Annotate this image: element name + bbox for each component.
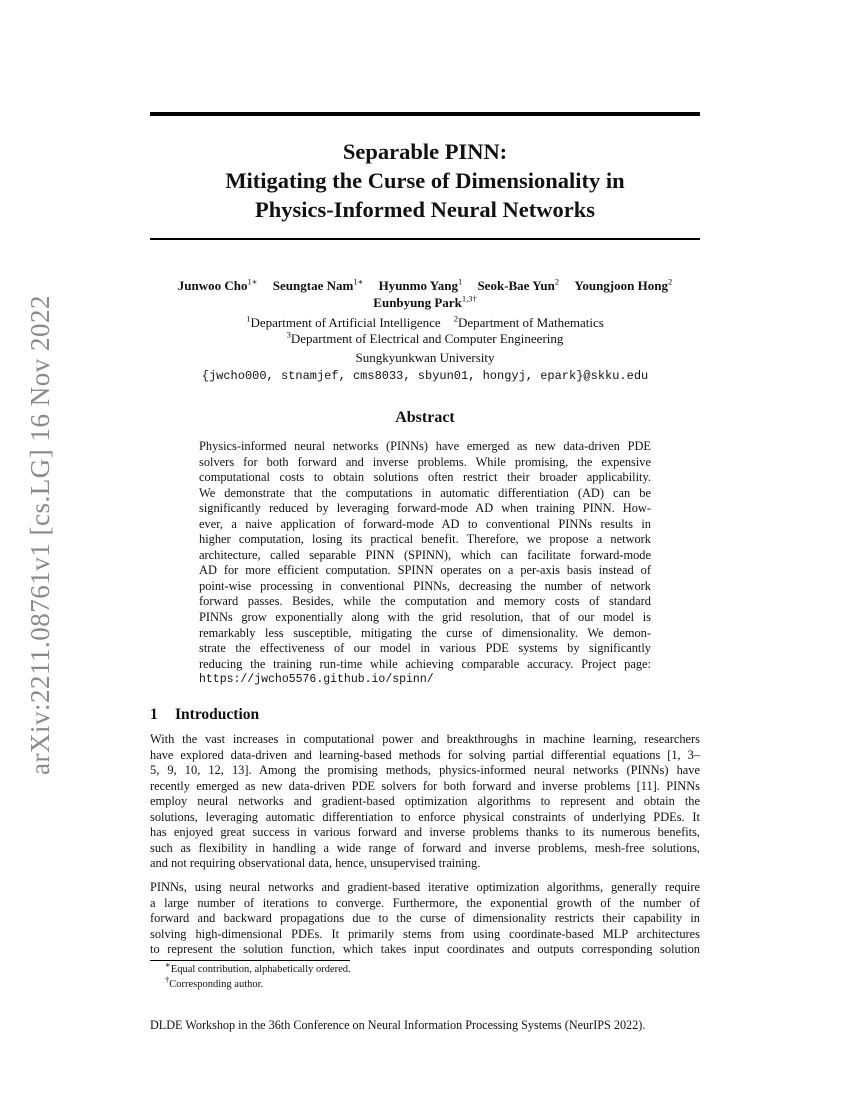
- abstract-line: architecture, called separable PINN (SPINN), which can facilitate forward-mode: [199, 547, 651, 562]
- title-line-3: Physics-Informed Neural Networks: [255, 197, 595, 222]
- section-heading-introduction: [150, 706, 259, 724]
- footnote-corresponding-author: †Corresponding author.: [165, 974, 264, 990]
- abstract-line: forward passes. Besides, while the computation and memory costs of standard: [199, 594, 651, 609]
- abstract-line: point-wise processing in conventional PINNs, decreasing the number of network: [199, 578, 651, 593]
- abstract-line: PINNs grow exponentially along with the grid resolution, that of our model is: [199, 610, 651, 625]
- abstract-line: significantly reduced by leveraging forward-mode AD when training PINN. How-: [199, 501, 651, 516]
- paragraph-line: solving high-dimensional PDEs. It primarily stems from using coordinate-based MLP architectures: [150, 926, 700, 941]
- abstract-line: AD for more efficient computation. SPINN operates on a per-axis basis instead of: [199, 563, 651, 578]
- intro-paragraph-1: [150, 732, 700, 872]
- author: Junwoo Cho$^{1∗}$: [177, 276, 258, 293]
- author: Eunbyung Park$^{1,3\dagger}$: [373, 293, 477, 310]
- paragraph-line: and not requiring observational data, hence, unsupervised training.: [150, 856, 481, 871]
- paragraph-line: With the vast increases in computational power and breakthroughs in machine learning, researchers: [150, 732, 700, 746]
- paragraph-line: PINNs, using neural networks and gradient-based iterative optimization algorithms, generally require: [150, 880, 700, 894]
- project-page-link[interactable]: https://jwcho5576.github.io/spinn/: [199, 673, 434, 687]
- abstract-line: Physics-informed neural networks (PINNs) have emerged as new data-driven PDE: [199, 439, 651, 453]
- author-list: [140, 277, 710, 311]
- paragraph-line: have explored data-driven and learning-based methods for solving partial differential equations [1, 3–: [150, 747, 700, 762]
- abstract-line: strate the effectiveness of our model in various PDE systems by significantly: [199, 641, 651, 656]
- author: Seok-Bae Yun$^2$: [477, 276, 560, 293]
- paragraph-line: to represent the solution function, which takes input coordinates and outputs corresponding solution: [150, 942, 700, 957]
- section-title: Introduction: [175, 706, 260, 723]
- footnote-rule: [150, 960, 350, 961]
- affiliation-line-2: $^3$Department of Electrical and Computer Engineering: [286, 329, 564, 346]
- paragraph-line: 5, 9, 10, 12, 13]. Among the promising methods, physics-informed neural networks (PINNs) have: [150, 763, 700, 778]
- title-bottom-rule: [150, 238, 700, 240]
- paragraph-line: has enjoyed great success in various forward and inverse problems thanks to its numerous benefits,: [150, 825, 700, 840]
- arxiv-identifier: arXiv:2211.08761v1 [cs.LG] 16 Nov 2022: [25, 295, 55, 775]
- abstract-line: ever, a naive application of forward-mode AD to conventional PINNs results in: [199, 516, 651, 531]
- author-emails: {jwcho000, stnamjef, cms8033, sbyun01, hongyj, epark}@skku.edu: [201, 369, 649, 383]
- paragraph-line: forward and backward propagations due to the curse of dimensionality restricts their capability in: [150, 911, 700, 926]
- paragraph-line: solutions, leveraging automatic differentiation to enforce physical constraints of underlying PDEs. It: [150, 809, 700, 824]
- abstract-line: solvers for both forward and inverse problems. While promising, the expensive: [199, 454, 651, 469]
- university: Sungkyunkwan University: [355, 350, 495, 365]
- paragraph-line: such as flexibility in handling a wide range of forward and inverse problems, mesh-free solutions,: [150, 840, 700, 855]
- author: Seungtae Nam$^{1∗}$: [272, 276, 364, 293]
- footnote-equal-contribution: ∗Equal contribution, alphabetically ordered.: [165, 959, 351, 975]
- author: Hyunmo Yang$^1$: [378, 276, 463, 293]
- title-line-2: Mitigating the Curse of Dimensionality in: [225, 168, 625, 193]
- paragraph-line: employ neural networks and gradient-based optimization algorithms to represent and obtain the: [150, 794, 700, 809]
- paragraph-line: recently emerged as new data-driven PDE solvers for both forward and inverse problems [11]. PINNs: [150, 778, 700, 793]
- abstract-line: computational costs to obtain solutions often restrict their broader applicability.: [199, 470, 651, 485]
- title-top-rule: [150, 112, 700, 116]
- intro-paragraph-2: [150, 880, 700, 958]
- abstract-line: higher computation, losing its practical benefit. Therefore, we propose a network: [199, 532, 651, 547]
- section-number: 1: [150, 706, 158, 723]
- venue-footer: DLDE Workshop in the 36th Conference on Neural Information Processing Systems (NeurIPS 2022).: [150, 1018, 646, 1032]
- abstract-line: reducing the training run-time while achieving comparable accuracy. Project page:: [199, 656, 651, 671]
- affiliation-line-1: $^1$Department of Artificial Intelligence $^2$Department of Mathematics: [246, 313, 604, 330]
- paper-title: [150, 137, 700, 224]
- abstract-body: [199, 439, 651, 688]
- abstract-heading: Abstract: [395, 409, 455, 426]
- title-line-1: Separable PINN:: [342, 139, 508, 164]
- paragraph-line: a large number of iterations to converge. Furthermore, the exponential growth of the number of: [150, 895, 700, 910]
- author: Youngjoon Hong$^2$: [574, 276, 673, 293]
- abstract-line: We demonstrate that the computations in automatic differentiation (AD) can be: [199, 485, 651, 500]
- abstract-line: remarkably less susceptible, mitigating the curse of dimensionality. We demon-: [199, 625, 651, 640]
